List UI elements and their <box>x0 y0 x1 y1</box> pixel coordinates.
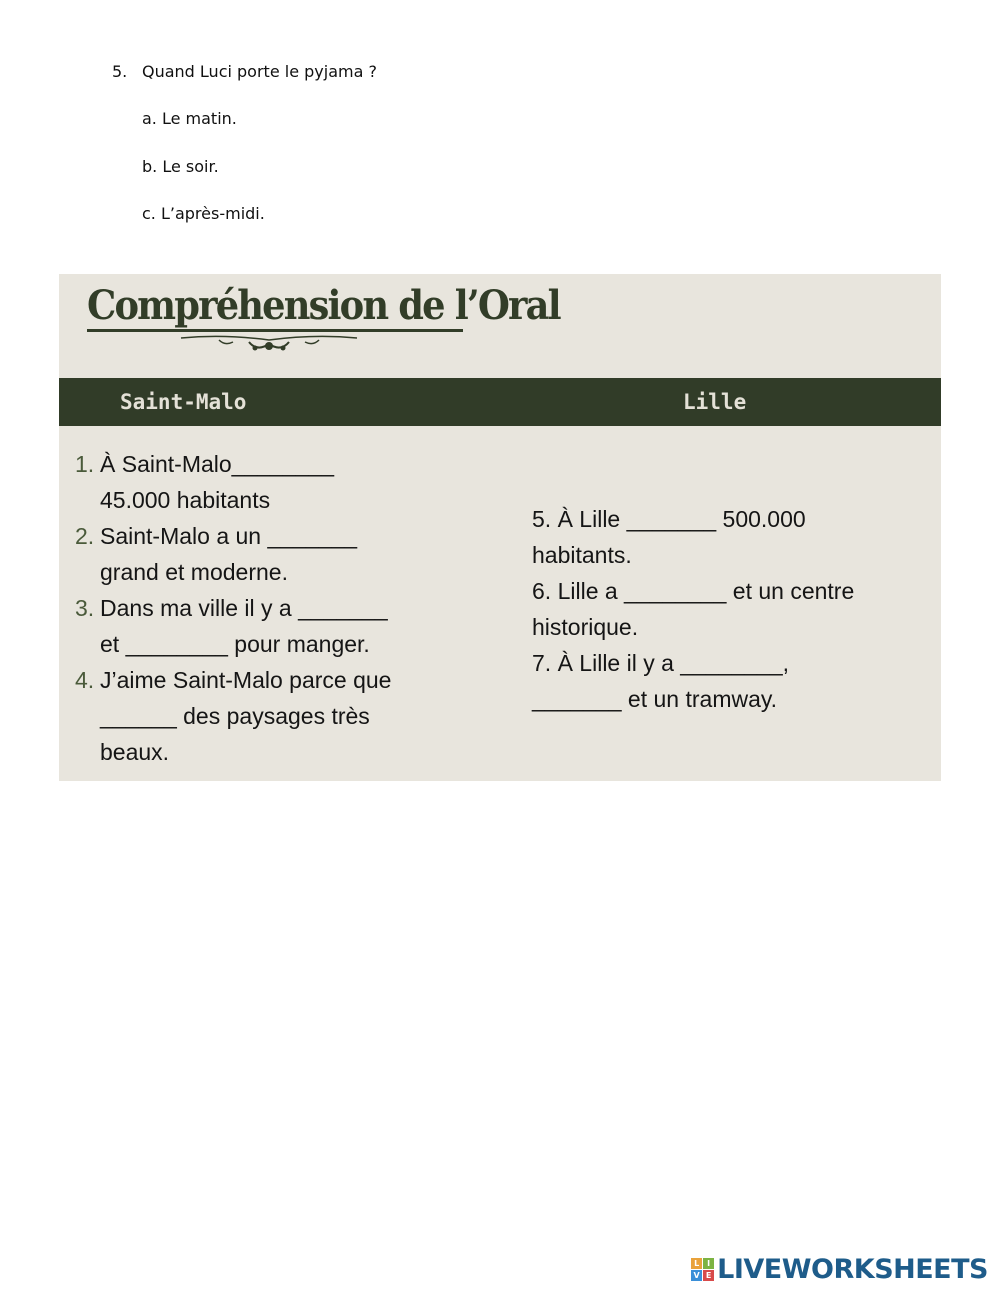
live-logo-icon <box>691 1258 714 1281</box>
logo-letter: I <box>703 1258 714 1269</box>
logo-letter: L <box>691 1258 702 1269</box>
lille-line: _______ et un tramway. <box>532 686 778 712</box>
item-line: ______ des paysages très <box>100 703 370 729</box>
item-line: À Saint-Malo________ <box>100 451 334 477</box>
logo-letter: V <box>691 1270 702 1281</box>
item-number: 2. <box>75 523 95 549</box>
item-line: J’aime Saint-Malo parce que <box>100 667 392 693</box>
header-lille: Lille <box>683 390 747 414</box>
listening-panel <box>59 274 941 781</box>
lille-list <box>532 501 927 717</box>
lille-line: 7. À Lille il y a ________, <box>532 650 790 676</box>
list-item <box>75 590 495 662</box>
logo-letter: E <box>703 1270 714 1281</box>
item-line: grand et moderne. <box>100 559 288 585</box>
item-number: 3. <box>75 595 95 621</box>
liveworksheets-logo <box>691 1252 988 1286</box>
list-item <box>75 446 495 518</box>
lille-line: historique. <box>532 614 639 640</box>
question-text: Quand Luci porte le pyjama ? <box>142 62 377 81</box>
list-item <box>75 518 495 590</box>
item-line: Dans ma ville il y a _______ <box>100 595 388 621</box>
header-saint-malo: Saint-Malo <box>120 390 247 414</box>
option-a: a. Le matin. <box>142 109 237 128</box>
question-number: 5. <box>112 62 128 81</box>
flourish-ornament-icon <box>179 330 359 356</box>
item-line: beaux. <box>100 739 170 765</box>
question-line <box>112 60 377 84</box>
saint-malo-list <box>75 446 495 770</box>
item-line: 45.000 habitants <box>100 487 271 513</box>
item-number: 1. <box>75 451 95 477</box>
item-number: 4. <box>75 667 95 693</box>
option-b: b. Le soir. <box>142 157 219 176</box>
panel-title: Compréhension de l’Oral <box>87 282 560 329</box>
table-header <box>59 378 941 426</box>
brand-name: LIVEWORKSHEETS <box>717 1253 988 1285</box>
list-item <box>75 662 495 770</box>
item-line: Saint-Malo a un _______ <box>100 523 358 549</box>
question-block <box>112 60 377 223</box>
lille-line: 5. À Lille _______ 500.000 <box>532 506 806 532</box>
option-c: c. L’après-midi. <box>142 204 265 223</box>
lille-line: 6. Lille a ________ et un centre <box>532 578 855 604</box>
lille-line: habitants. <box>532 542 632 568</box>
item-line: et ________ pour manger. <box>100 631 370 657</box>
